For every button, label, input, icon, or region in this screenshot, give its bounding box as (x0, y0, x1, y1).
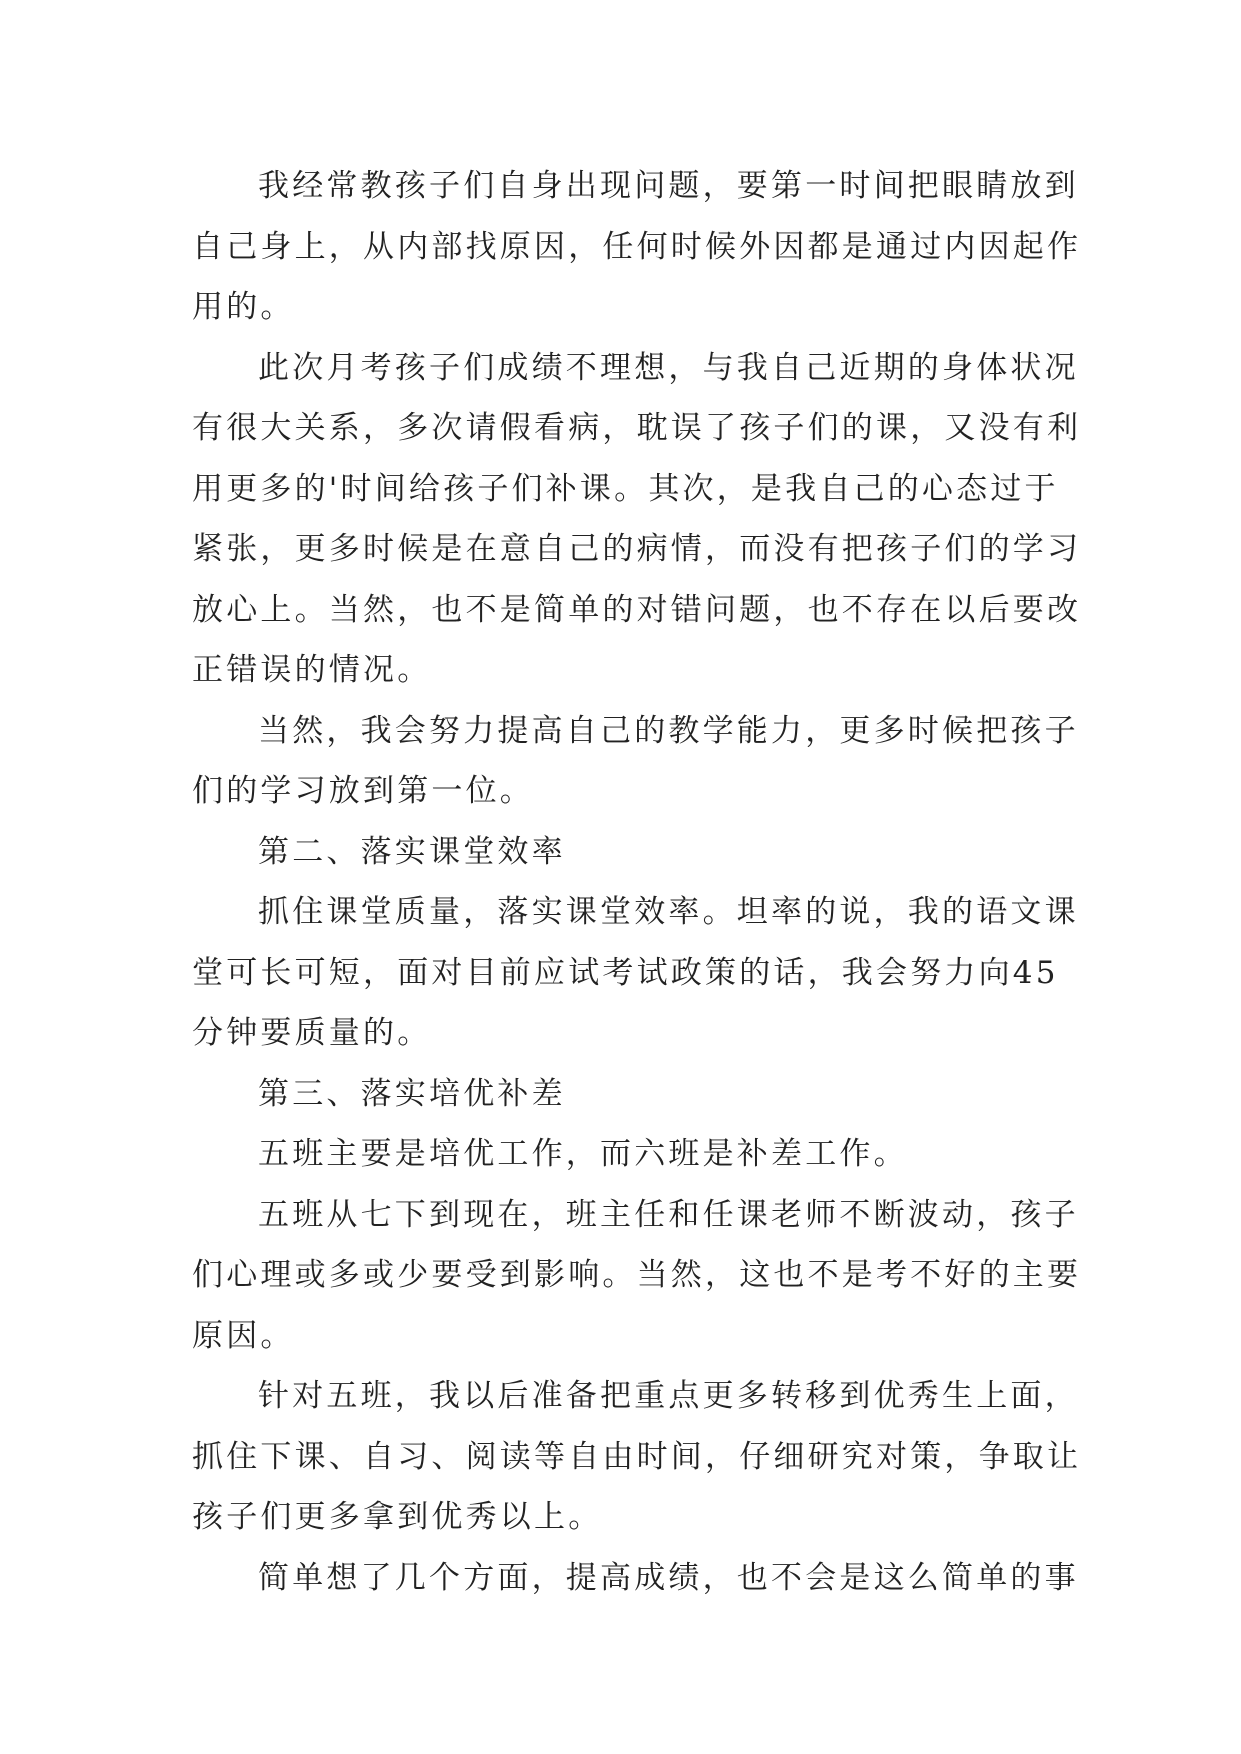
text-line: 简单想了几个方面，提高成绩，也不会是这么简单的事 (258, 1559, 1079, 1596)
text-line: 用更多的'时间给孩子们补课。其次，是我自己的心态过于 (192, 470, 1059, 507)
text-line: 抓住课堂质量，落实课堂效率。坦率的说，我的语文课 (258, 894, 1079, 930)
text-line: 我经常教孩子们自身出现问题，要第一时间把眼睛放到 (258, 168, 1079, 204)
text-line: 五班从七下到现在，班主任和任课老师不断波动，孩子 (258, 1196, 1079, 1233)
text-line: 孩子们更多拿到优秀以上。 (192, 1499, 603, 1535)
text-line: 有很大关系，多次请假看病，耽误了孩子们的课，又没有利 (192, 410, 1082, 446)
text-line: 针对五班，我以后准备把重点更多转移到优秀生上面， (258, 1378, 1079, 1414)
text-line: 原因。 (192, 1317, 295, 1354)
text-line: 此次月考孩子们成绩不理想，与我自己近期的身体状况 (258, 349, 1079, 386)
text-line: 分钟要质量的。 (192, 1015, 432, 1051)
text-line: 正错误的情况。 (192, 652, 432, 688)
text-line: 堂可长可短，面对目前应试考试政策的话，我会努力向45 (192, 954, 1059, 991)
text-line: 五班主要是培优工作，而六班是补差工作。 (258, 1136, 908, 1172)
section-heading: 第三、落实培优补差 (258, 1075, 566, 1112)
document-body (192, 156, 1082, 1608)
text-line: 抓住下课、自习、阅读等自由时间，仔细研究对策，争取让 (192, 1438, 1082, 1475)
text-line: 自己身上，从内部找原因，任何时候外因都是通过内因起作 (192, 228, 1082, 265)
text-line: 放心上。当然，也不是简单的对错问题，也不存在以后要改 (192, 591, 1082, 628)
text-line: 当然，我会努力提高自己的教学能力，更多时候把孩子 (258, 712, 1079, 749)
text-line: 们的学习放到第一位。 (192, 773, 534, 809)
text-line: 用的。 (192, 289, 295, 325)
text-line: 紧张，更多时候是在意自己的病情，而没有把孩子们的学习 (192, 531, 1082, 567)
section-heading: 第二、落实课堂效率 (258, 833, 566, 870)
text-line: 们心理或多或少要受到影响。当然，这也不是考不好的主要 (192, 1257, 1082, 1293)
